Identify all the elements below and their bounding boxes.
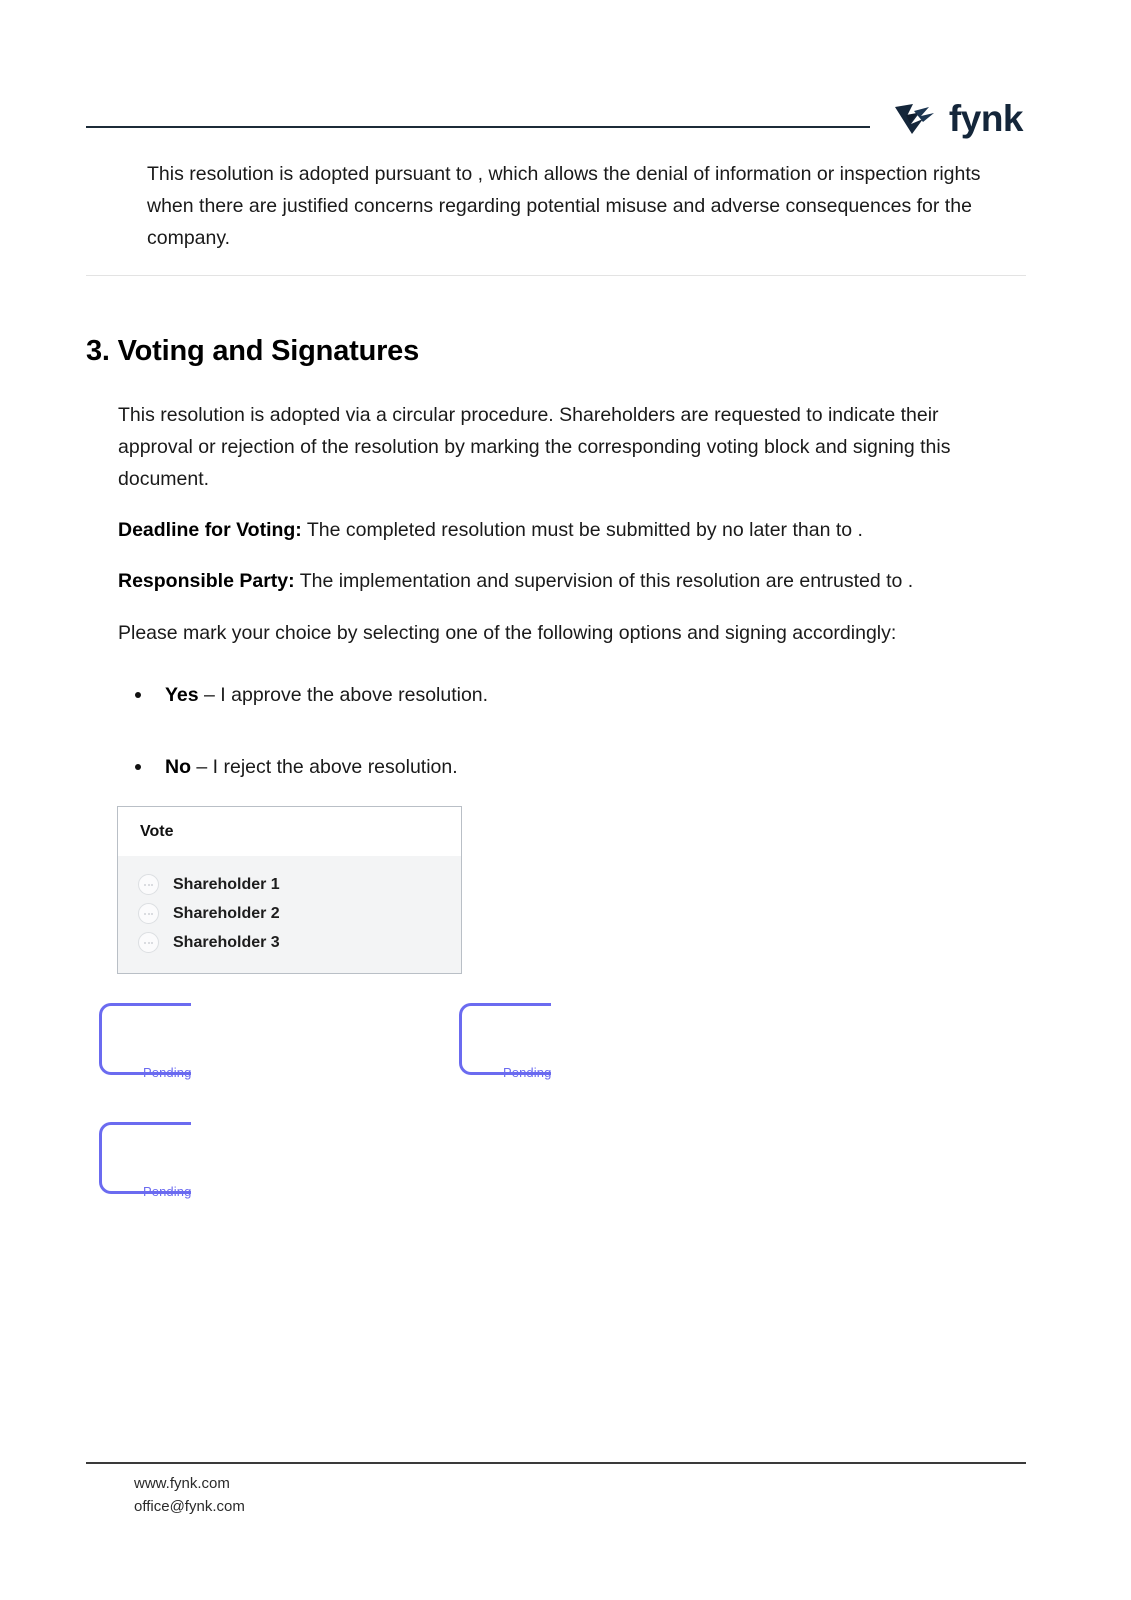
page-footer xyxy=(134,1472,245,1518)
brand-logo xyxy=(893,100,1023,137)
shareholder-name: Shareholder 1 xyxy=(173,875,280,893)
shareholder-name: Shareholder 2 xyxy=(173,904,280,922)
pending-ellipsis-icon xyxy=(138,932,159,953)
bullet-dot-icon xyxy=(135,692,141,698)
table-row[interactable] xyxy=(118,928,461,957)
vote-table xyxy=(117,806,462,974)
deadline-label: Deadline for Voting: xyxy=(118,519,302,541)
voting-options-list xyxy=(118,680,1013,824)
signature-block[interactable] xyxy=(99,1003,329,1093)
list-item xyxy=(118,680,1013,710)
deadline-text: The completed resolution must be submitted by no later than to . xyxy=(301,519,863,541)
brand-wordmark: fynk xyxy=(948,98,1023,139)
signature-block[interactable] xyxy=(459,1003,689,1093)
option-text: – I reject the above resolution. xyxy=(191,756,458,778)
fynk-bird-logo-icon xyxy=(893,102,939,136)
vote-table-body xyxy=(118,856,461,973)
option-text: – I approve the above resolution. xyxy=(198,684,489,706)
pending-ellipsis-icon xyxy=(138,903,159,924)
status-badge: Pending xyxy=(143,1184,192,1199)
footer-website[interactable]: www.fynk.com xyxy=(134,1475,230,1492)
header-divider xyxy=(86,126,870,128)
bullet-dot-icon xyxy=(135,764,141,770)
vote-table-header: Vote xyxy=(118,807,461,856)
table-row[interactable] xyxy=(118,899,461,928)
pending-ellipsis-icon xyxy=(138,874,159,895)
responsible-text: The implementation and supervision of this resolution are entrusted to . xyxy=(294,570,914,592)
paragraph-mark-choice: Please mark your choice by selecting one of the following options and signing accordingly: xyxy=(118,622,897,644)
list-item xyxy=(118,752,1013,782)
responsible-label: Responsible Party: xyxy=(118,570,295,592)
option-label: Yes xyxy=(165,684,199,706)
status-badge: Pending xyxy=(143,1065,192,1080)
table-row[interactable] xyxy=(118,870,461,899)
section-divider xyxy=(86,275,1026,276)
shareholder-name: Shareholder 3 xyxy=(173,933,280,951)
page-title: 3. Voting and Signatures xyxy=(86,335,420,367)
paragraph-circular-procedure: This resolution is adopted via a circular procedure. Shareholders are requested to indicate their approval or rejection of the resolution by marking the corresponding voting block and signing this document. xyxy=(118,404,951,490)
paragraph-responsible-party xyxy=(118,565,1013,597)
paragraph-deadline xyxy=(118,514,1013,546)
status-badge: Pending xyxy=(503,1065,552,1080)
footer-email[interactable]: office@fynk.com xyxy=(134,1498,245,1515)
footer-divider xyxy=(86,1462,1026,1464)
signature-block[interactable] xyxy=(99,1122,329,1212)
page-header xyxy=(0,0,1131,150)
header-paragraph: This resolution is adopted pursuant to , which allows the denial of information or inspection rights when there are justified concerns regarding potential misuse and adverse consequences for the company. xyxy=(147,163,981,249)
option-label: No xyxy=(165,756,191,778)
